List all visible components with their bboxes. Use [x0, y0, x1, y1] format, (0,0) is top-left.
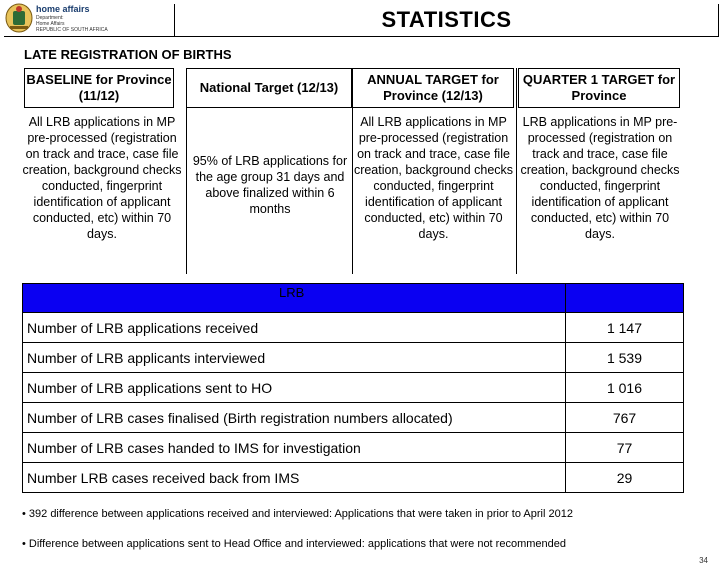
title-divider — [4, 36, 717, 37]
row-value: 1 147 — [566, 313, 684, 343]
home-affairs-logo — [4, 2, 114, 36]
header-quarter1-target: QUARTER 1 TARGET for Province — [518, 68, 680, 108]
coat-of-arms-icon — [4, 2, 34, 34]
row-label: Number of LRB applications received — [23, 313, 566, 343]
row-value: 1 539 — [566, 343, 684, 373]
header-annual-target: ANNUAL TARGET for Province (12/13) — [352, 68, 514, 108]
note-difference-interviewed: • 392 difference between applications received and interviewed: Applications that were taken in prior to April 2012 — [22, 508, 573, 520]
table-row — [23, 403, 684, 433]
page-title-box — [174, 4, 719, 37]
column-divider — [186, 68, 187, 274]
annual-target-text: All LRB applications in MP pre-processed (registration on track and trace, case file creation, background checks conducted, fingerprint identification of applicant conducted, etc) within 70 days. — [353, 115, 514, 241]
page-title: STATISTICS — [381, 7, 512, 32]
table-header-row — [23, 284, 684, 313]
table-row — [23, 373, 684, 403]
row-value: 77 — [566, 433, 684, 463]
national-target-text: 95% of LRB applications for the age group 31 days and above finalized within 6 months — [192, 154, 348, 216]
header-national-target: National Target (12/13) — [186, 68, 352, 108]
logo-subtitle: Department: Home Affairs REPUBLIC OF SOUTH AFRICA — [36, 15, 108, 33]
table-row — [23, 313, 684, 343]
section-title: LATE REGISTRATION OF BIRTHS — [24, 47, 232, 62]
quarter1-target-text: LRB applications in MP pre-processed (registration on track and trace, case file creation, background checks conducted, fingerprint identification of applicant conducted, etc) within 70 days. — [520, 115, 680, 241]
lrb-statistics-table — [22, 283, 684, 493]
table-row — [23, 433, 684, 463]
header-baseline: BASELINE for Province (11/12) — [24, 68, 174, 108]
row-value: 1 016 — [566, 373, 684, 403]
row-label: Number LRB cases received back from IMS — [23, 463, 566, 493]
table-row — [23, 343, 684, 373]
logo-title: home affairs — [36, 4, 90, 14]
row-label: Number of LRB applications sent to HO — [23, 373, 566, 403]
row-value: 767 — [566, 403, 684, 433]
table-row — [23, 463, 684, 493]
note-difference-head-office: • Difference between applications sent to Head Office and interviewed: applications that were not recommended — [22, 538, 566, 550]
baseline-text: All LRB applications in MP pre-processed (registration on track and trace, case file creation, background checks conducted, fingerprint identification of applicant conducted, etc) within 70 days. — [22, 115, 182, 241]
column-divider — [516, 68, 517, 274]
page-number: 34 — [699, 556, 708, 565]
table-header-label: LRB — [23, 284, 566, 313]
row-label: Number of LRB applicants interviewed — [23, 343, 566, 373]
row-value: 29 — [566, 463, 684, 493]
row-label: Number of LRB cases finalised (Birth registration numbers allocated) — [23, 403, 566, 433]
row-label: Number of LRB cases handed to IMS for investigation — [23, 433, 566, 463]
